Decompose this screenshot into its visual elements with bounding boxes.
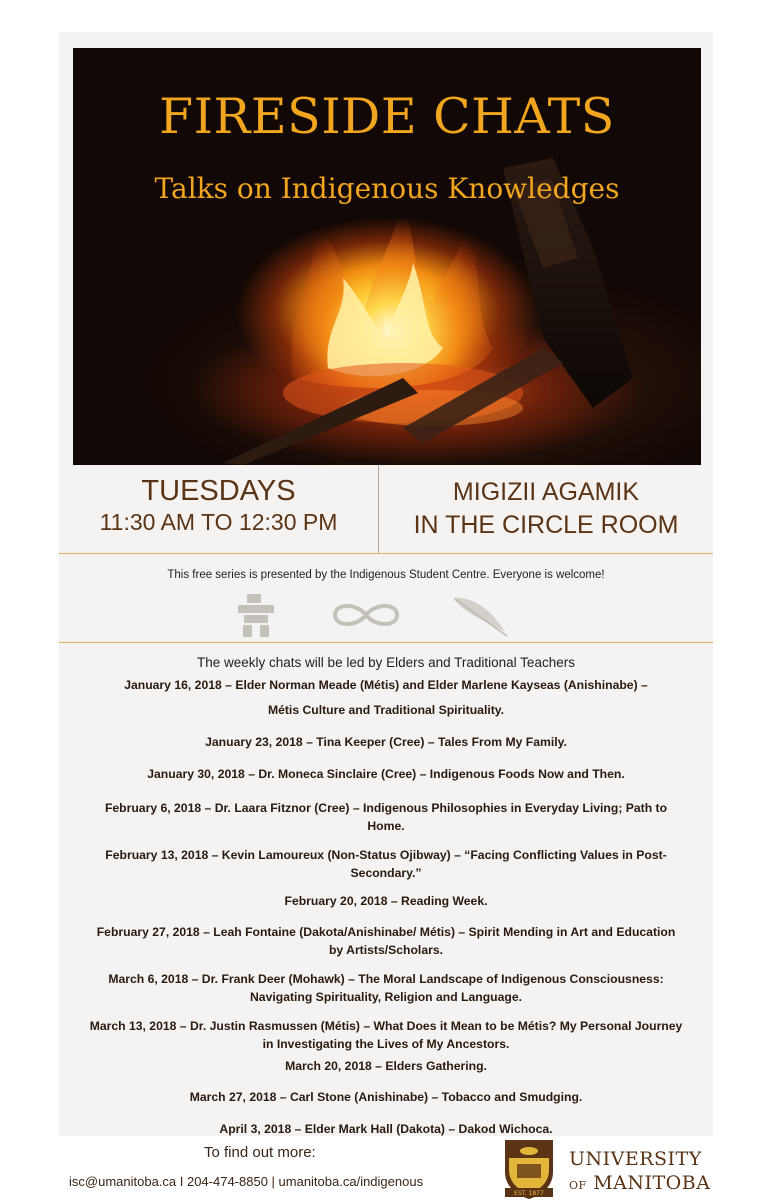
- entry-line-2: Secondary.”: [350, 865, 422, 880]
- icon-row-rule: [59, 642, 713, 643]
- intro-text: The weekly chats will be led by Elders and Traditional Teachers: [197, 655, 575, 670]
- list-item: [59, 1058, 713, 1076]
- day-label: TUESDAYS: [141, 475, 296, 507]
- university-of: OF: [569, 1179, 587, 1192]
- entry-line-1: February 20, 2018 – Reading Week.: [284, 894, 488, 908]
- list-item: [59, 677, 713, 719]
- entry-line-1: March 20, 2018 – Elders Gathering.: [285, 1059, 487, 1073]
- feather-icon: [449, 592, 511, 638]
- entry-line-1: February 13, 2018 – Kevin Lamoureux (Non-Status Ojibway) – “Facing Conflicting Values in Post-: [105, 848, 667, 862]
- location-block: [379, 476, 713, 542]
- entry-line-1: January 23, 2018 – Tina Keeper (Cree) – Tales From My Family.: [205, 735, 567, 749]
- list-item: [59, 766, 713, 784]
- time-block: [59, 476, 378, 538]
- location-line-1: MIGIZII AGAMIK: [452, 478, 640, 506]
- entry-line-1: February 6, 2018 – Dr. Laara Fitznor (Cree) – Indigenous Philosophies in Everyday Living; Path to: [104, 801, 668, 815]
- list-item: [59, 971, 713, 1006]
- list-item: [59, 734, 713, 752]
- poster: [59, 32, 713, 1200]
- entry-line-1: March 13, 2018 – Dr. Justin Rasmussen (Métis) – What Does it Mean to be Métis? My Personal Journey: [89, 1019, 683, 1033]
- time-label: 11:30 AM TO 12:30 PM: [99, 508, 338, 535]
- infinity-icon: [327, 600, 405, 630]
- university-wordmark: [569, 1148, 710, 1194]
- crest-text: EST. 1877: [514, 1190, 544, 1197]
- location-line-2: IN THE CIRCLE ROOM: [413, 511, 679, 539]
- inukshuk-icon: [233, 592, 279, 638]
- entry-line-1: March 27, 2018 – Carl Stone (Anishinabe) – Tobacco and Smudging.: [189, 1090, 583, 1104]
- entry-line-2: Navigating Spirituality, Religion and Language.: [250, 989, 522, 1004]
- free-series-note: This free series is presented by the Indigenous Student Centre. Everyone is welcome!: [167, 569, 605, 581]
- list-item: [59, 800, 713, 835]
- poster-title: FIRESIDE CHATS: [159, 88, 615, 145]
- entry-line-2: Métis Culture and Traditional Spirituality.: [267, 702, 505, 717]
- list-item: [59, 847, 713, 882]
- entry-line-1: January 16, 2018 – Elder Norman Meade (Métis) and Elder Marlene Kayseas (Anishinabe) –: [124, 678, 648, 692]
- find-out-more-label: To find out more:: [204, 1144, 316, 1161]
- entry-line-2: Home.: [367, 818, 405, 833]
- poster-subtitle: Talks on Indigenous Knowledges: [154, 172, 620, 205]
- list-item: [59, 1018, 713, 1053]
- band-bottom-rule: [59, 553, 713, 554]
- list-item: [59, 1089, 713, 1107]
- university-name: MANITOBA: [593, 1172, 711, 1194]
- icon-row: [59, 592, 713, 640]
- entry-line-1: February 27, 2018 – Leah Fontaine (Dakota/Anishinabe/ Métis) – Spirit Mending in Art and Education: [96, 925, 676, 939]
- hero-fire-image: [73, 48, 701, 465]
- contact-info: isc@umanitoba.ca I 204-474-8850 | umanitoba.ca/indigenous: [69, 1174, 424, 1189]
- entry-line-2: by Artists/Scholars.: [328, 942, 443, 957]
- university-crest-icon: [499, 1136, 559, 1200]
- schedule-band: [59, 465, 713, 553]
- list-item: [59, 893, 713, 911]
- entry-line-2: in Investigating the Lives of My Ancestors.: [262, 1036, 510, 1051]
- footer: [59, 1136, 713, 1200]
- university-line-2: [569, 1172, 710, 1194]
- list-item: [59, 924, 713, 959]
- entry-line-1: January 30, 2018 – Dr. Moneca Sinclaire (Cree) – Indigenous Foods Now and Then.: [147, 767, 625, 781]
- university-line-1: UNIVERSITY: [569, 1148, 702, 1170]
- entry-line-1: April 3, 2018 – Elder Mark Hall (Dakota) – Dakod Wichoca.: [219, 1122, 553, 1136]
- entry-line-1: March 6, 2018 – Dr. Frank Deer (Mohawk) – The Moral Landscape of Indigenous Consciousness:: [108, 972, 664, 986]
